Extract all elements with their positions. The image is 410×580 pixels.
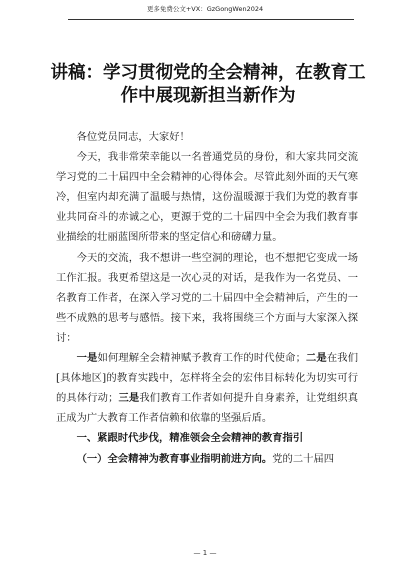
page-number: — 1 — — [193, 549, 217, 557]
document-title: 讲稿：学习贯彻党的全会精神，在教育工作中展现新担当新作为 — [50, 63, 366, 106]
section-heading-1: 一、紧跟时代步伐，精准领会全会精神的教育指引 — [76, 432, 304, 445]
document-body — [56, 127, 358, 469]
greeting: 各位党员同志，大家好！ — [76, 131, 190, 143]
point-one-text: 如何理解全会精神赋予教育工作的时代使命； — [97, 352, 306, 365]
paragraph-2: 今天的交流，我不想讲一些空洞的理论，也不想把它变成一场工作汇报。我更希望这是一次心灵的对话，是我作为一名党员、一名教育工作者，在深入学习党的二十届四中全会精神后，产生的一些不成熟的思考与感悟。接下来，我将围绕三个方面与大家深入探讨： — [56, 251, 358, 344]
point-one-marker: 一是 — [76, 352, 98, 365]
subsection-1-text: 党的二十届四 — [272, 452, 335, 465]
subsection-heading-1: （一）全会精神为教育事业指明前进方向。 — [76, 452, 273, 465]
point-two-marker: 二是 — [305, 352, 327, 365]
page-header: 更多免费公文+VX：GzGongWen2024 — [146, 5, 264, 13]
header-divider — [68, 19, 354, 20]
paragraph-1: 今天，我非常荣幸能以一名普通党员的身份，和大家共同交流学习党的二十届四中全会精神的心得体会。尽管此刻外面的天气寒冷，但室内却充满了温暖与热情，这份温暖源于我们为党的教育事业共同奋斗的赤诚之心，更源于党的二十届四中全会为我们教育事业描绘的壮丽蓝图所带来的坚定信心和磅礴力量。 — [56, 151, 358, 244]
point-two-text: 在我们[具体地区]的教育实践中，怎样将全会的宏伟目标转化为切实可行的具体行动； — [56, 352, 359, 405]
paragraph-3 — [56, 348, 358, 428]
point-three-marker: 三是 — [118, 392, 140, 405]
point-three-text: 我们教育工作者如何提升自身素养，让党组织真正成为广大教育工作者信赖和依靠的坚强后盾。 — [56, 392, 359, 425]
subsection-1 — [56, 449, 358, 469]
